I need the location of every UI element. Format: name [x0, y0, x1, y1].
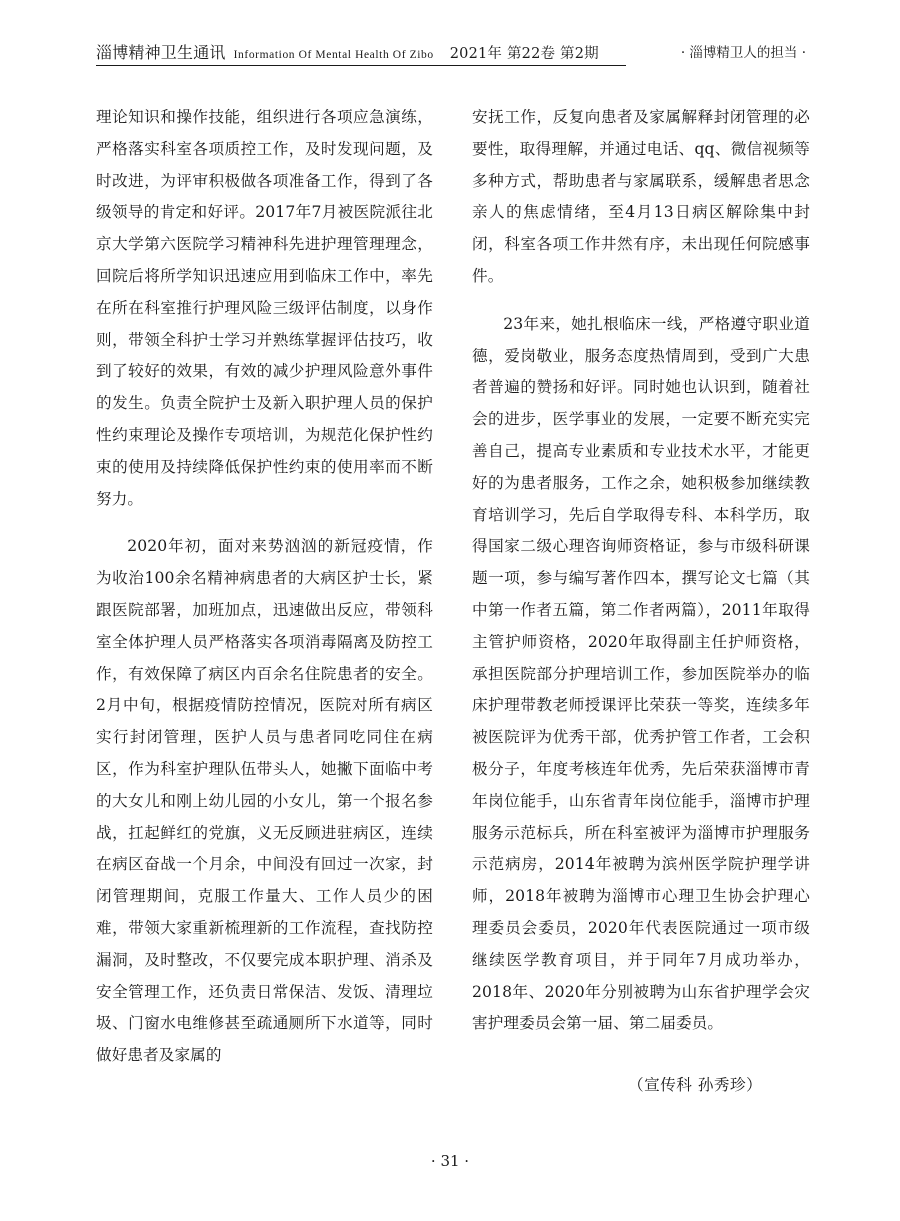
header-rule — [96, 65, 626, 66]
author-signature: （宣传科 孙秀珍） — [628, 1076, 763, 1094]
left-paragraph-continued: 理论知识和操作技能，组织进行各项应急演练，严格落实科室各项质控工作，及时发现问题，及时改进，为评审积极做各项准备工作，得到了各级领导的肯定和好评。2017年7月被医院派往北京大学第六医院学习精神科先进护理管理理念，回院后将所学知识迅速应用到临床工作中，率先在所在科室推行护理风险三级评估制度，以身作则，带领全科护士学习并熟练掌握评估技巧，收到了较好的效果，有效的减少护理风险意外事件的发生。负责全院护士及新入职护理人员的保护性约束理论及操作专项培训，为规范化保护性约束的使用及持续降低保护性约束的使用率而不断努力。 — [96, 108, 433, 508]
journal-title-english: Information Of Mental Health Of Zibo — [233, 49, 434, 61]
right-column — [472, 102, 810, 1040]
left-paragraph-epidemic: 2020年初，面对来势汹汹的新冠疫情，作为收治100余名精神病患者的大病区护士长，紧跟医院部署，加班加点，迅速做出反应，带领科室全体护理人员严格落实各项消毒隔离及防控工作，有效保障了病区内百余名住院患者的安全。2月中旬，根据疫情防控情况，医院对所有病区实行封闭管理，医护人员与患者同吃同住在病区，作为科室护理队伍带头人，她撇下面临中考的大女儿和刚上幼儿园的小女儿，第一个报名参战，扛起鲜红的党旗，义无反顾进驻病区，连续在病区奋战一个月余，中间没有回过一次家，封闭管理期间，克服工作量大、工作人员少的困难，带领大家重新梳理新的工作流程，查找防控漏洞，及时整改，不仅要完成本职护理、消杀及安全管理工作，还负责日常保洁、发饭、清理垃圾、门窗水电维修甚至疏通厕所下水道等，同时做好患者及家属的 — [96, 537, 433, 1065]
right-paragraph-career: 23年来，她扎根临床一线，严格遵守职业道德，爱岗敬业，服务态度热情周到，受到广大患者普遍的赞扬和好评。同时她也认识到，随着社会的进步，医学事业的发展，一定要不断充实完善自己，提高专业素质和专业技术水平，才能更好的为患者服务，工作之余，她积极参加继续教育培训学习，先后自学取得专科、本科学历，取得国家二级心理咨询师资格证，参与市级科研课题一项，参与编写著作四本，撰写论文七篇（其中第一作者五篇，第二作者两篇），2011年取得主管护师资格，2020年取得副主任护师资格，承担医院部分护理培训工作，参加医院举办的临床护理带教老师授课评比荣获一等奖，连续多年被医院评为优秀干部，优秀护管工作者，工会积极分子，年度考核连年优秀，先后荣获淄博市青年岗位能手，山东省青年岗位能手，淄博市护理服务示范标兵，所在科室被评为淄博市护理服务示范病房，2014年被聘为滨州医学院护理学讲师，2018年被聘为淄博市心理卫生协会护理心理委员会委员，2020年代表医院通过一项市级继续医学教育项目，并于同年7月成功举办，2018年、2020年分别被聘为山东省护理学会灾害护理委员会第一届、第二届委员。 — [472, 314, 810, 1033]
issue-info: 2021年 第22卷 第2期 — [449, 46, 599, 62]
left-column — [96, 102, 433, 1072]
section-title: · 淄博精卫人的担当 · — [680, 45, 806, 61]
page-number: · 31 · — [430, 1152, 470, 1170]
right-paragraph-continued: 安抚工作，反复向患者及家属解释封闭管理的必要性，取得理解，并通过电话、qq、微信视频等多种方式，帮助患者与家属联系，缓解患者思念亲人的焦虑情绪，至4月13日病区解除集中封闭，科室各项工作井然有序，未出现任何院感事件。 — [472, 108, 810, 285]
journal-title-chinese: 淄博精神卫生通讯 — [96, 43, 226, 62]
running-header — [96, 40, 812, 68]
journal-title-line — [96, 40, 599, 63]
